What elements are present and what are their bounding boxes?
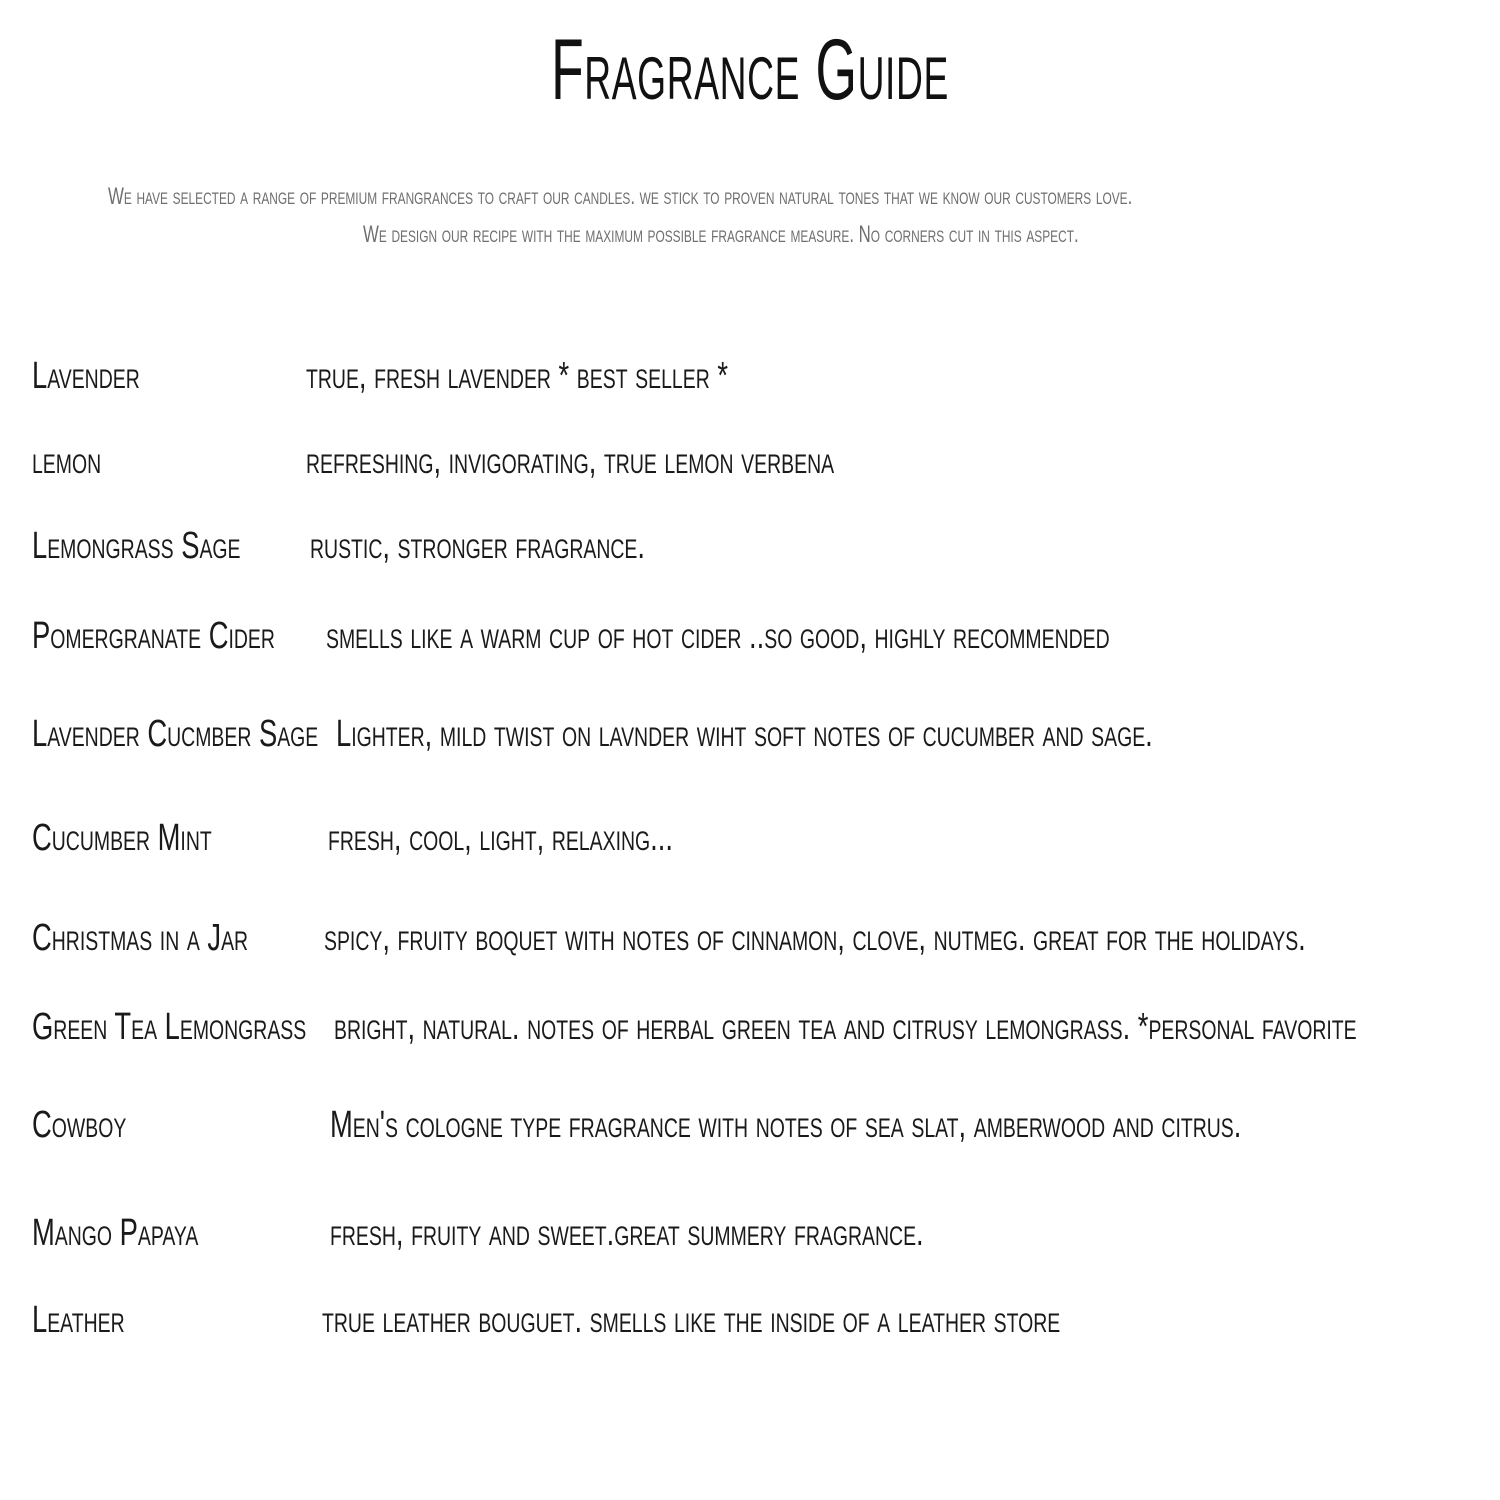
fragrance-name: Cowboy bbox=[32, 1104, 127, 1146]
fragrance-row-lavender bbox=[0, 352, 1500, 402]
fragrance-row-pomergranate-cider bbox=[0, 612, 1500, 662]
fragrance-row-cucumber-mint bbox=[0, 814, 1500, 864]
fragrance-name: Leather bbox=[32, 1299, 125, 1341]
fragrance-row-leather bbox=[0, 1296, 1500, 1346]
fragrance-description: smells like a warm cup of hot cider ..so good, highly recommended bbox=[326, 615, 1110, 657]
fragrance-row-mango-papaya bbox=[0, 1209, 1500, 1259]
fragrance-description: rustic, stronger fragrance. bbox=[310, 525, 645, 567]
fragrance-name: Christmas in a Jar bbox=[32, 917, 249, 959]
fragrance-row-lemon bbox=[0, 437, 1500, 487]
fragrance-name: Green Tea Lemongrass bbox=[32, 1006, 307, 1048]
fragrance-name: Pomergranate Cider bbox=[32, 615, 275, 657]
fragrance-row-lemongrass-sage bbox=[0, 522, 1500, 572]
fragrance-description: fresh, fruity and sweet.great summery fragrance. bbox=[330, 1212, 924, 1254]
fragrance-name: Lemongrass Sage bbox=[32, 525, 241, 567]
fragrance-description: refreshing, invigorating, true lemon verbena bbox=[306, 440, 835, 482]
fragrance-description: fresh, cool, light, relaxing... bbox=[328, 817, 673, 859]
fragrance-name: lemon bbox=[32, 440, 102, 482]
fragrance-row-green-tea-lemongrass bbox=[0, 1003, 1500, 1053]
page-title: Fragrance Guide bbox=[551, 22, 949, 118]
fragrance-description: true, fresh lavender * best seller * bbox=[306, 355, 728, 397]
fragrance-description: spicy, fruity boquet with notes of cinnamon, clove, nutmeg. great for the holidays. bbox=[324, 917, 1306, 959]
intro-line-1: We have selected a range of premium frangrances to craft our candles. we stick to proven natural tones that we know our customers love. bbox=[108, 183, 1133, 210]
intro-line-2: We design our recipe with the maximum possible fragrance measure. No corners cut in this aspect. bbox=[363, 221, 1079, 248]
fragrance-name: Mango Papaya bbox=[32, 1212, 199, 1254]
fragrance-row-cowboy bbox=[0, 1101, 1500, 1151]
fragrance-description: Men's cologne type fragrance with notes of sea slat, amberwood and citrus. bbox=[330, 1104, 1242, 1146]
fragrance-description: bright, natural. notes of herbal green tea and citrusy lemongrass. *personal favorite bbox=[334, 1006, 1357, 1048]
fragrance-row-lavender-cucmber-sage bbox=[0, 710, 1500, 760]
fragrance-name: Cucumber Mint bbox=[32, 817, 212, 859]
fragrance-name: Lavender bbox=[32, 355, 140, 397]
fragrance-row-christmas-in-a-jar bbox=[0, 914, 1500, 964]
fragrance-description: Lighter, mild twist on lavnder wiht soft notes of cucumber and sage. bbox=[336, 713, 1153, 755]
fragrance-description: true leather bouguet. smells like the inside of a leather store bbox=[322, 1299, 1061, 1341]
fragrance-name: Lavender Cucmber Sage bbox=[32, 713, 319, 755]
